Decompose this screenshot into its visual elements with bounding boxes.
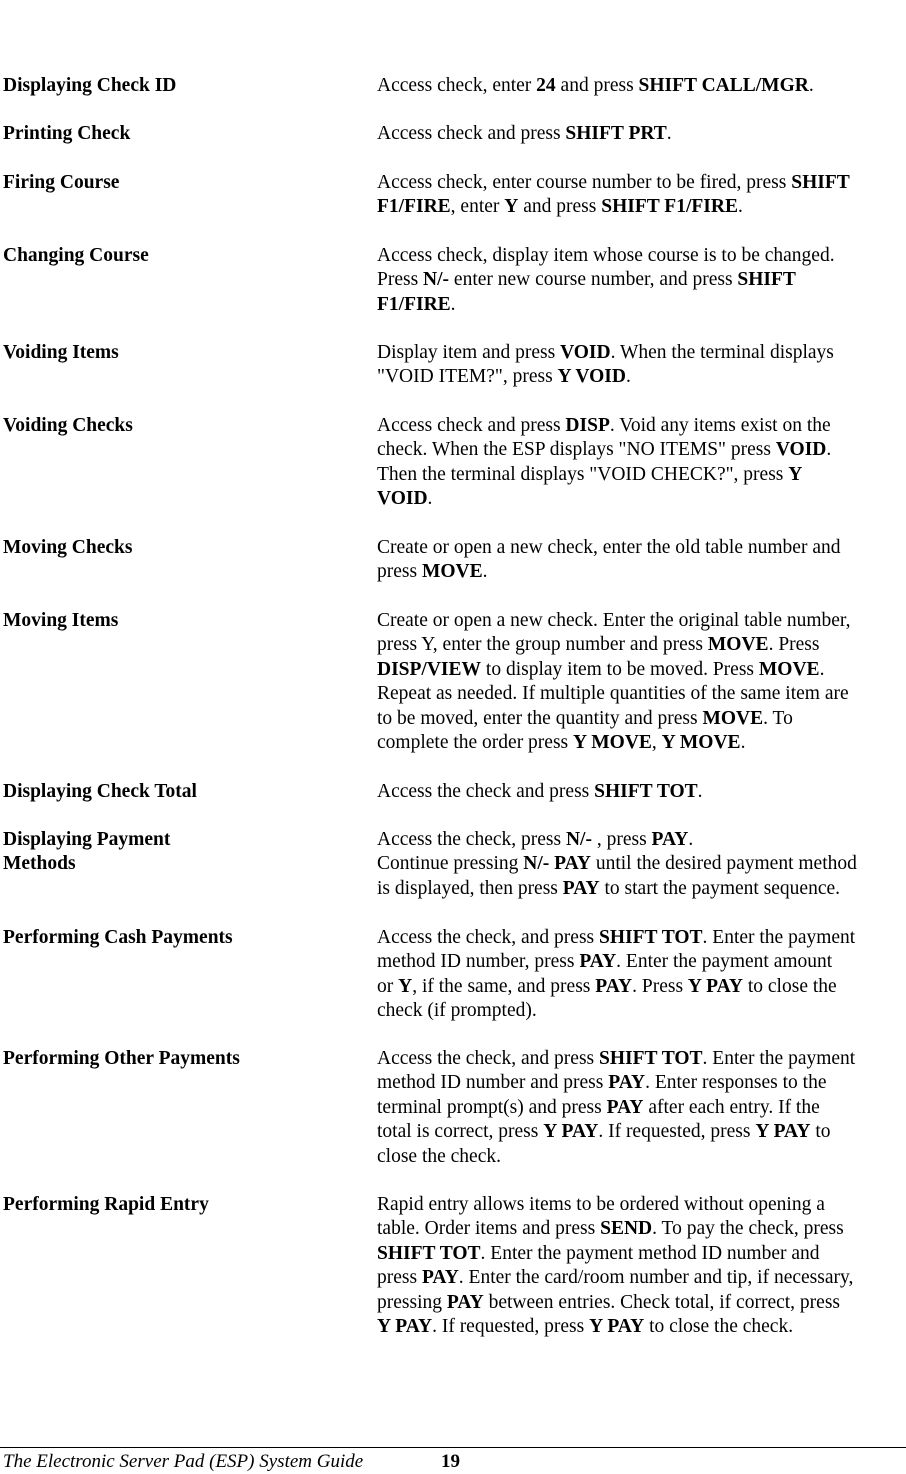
key-command: F1/FIRE	[377, 293, 451, 315]
description-line	[377, 341, 905, 365]
description-line	[377, 707, 905, 731]
text-run: , if the same, and press	[412, 975, 596, 997]
key-command: PAY	[608, 1072, 646, 1094]
key-command: SHIFT F1/FIRE	[601, 196, 738, 218]
text-run: Access the check, and press	[377, 1048, 599, 1069]
text-run: Create or open a new check. Enter the original table number,	[377, 610, 851, 631]
key-command: MOVE	[758, 658, 820, 680]
key-command: Y PAY	[687, 975, 743, 997]
term-label: Displaying Check Total	[3, 781, 197, 802]
text-run: Access the check and press	[377, 781, 595, 802]
term-description	[377, 171, 905, 220]
description-line	[377, 828, 905, 852]
key-command: SEND	[600, 1218, 653, 1240]
key-command: MOVE	[421, 561, 483, 583]
key-command: Y	[398, 975, 413, 997]
term-label: Performing Rapid Entry	[3, 1194, 209, 1215]
text-run: table. Order items and press	[377, 1218, 601, 1240]
text-run: Access check, enter course number to be fired, press	[377, 172, 792, 193]
key-command: VOID	[775, 439, 827, 461]
text-run: .	[666, 123, 672, 144]
text-run: until the desired payment method	[590, 853, 857, 875]
description-line	[377, 852, 905, 876]
description-line	[377, 731, 905, 755]
term-description	[377, 1047, 905, 1169]
text-run: after each entry. If the	[643, 1096, 820, 1118]
text-run: Access check, enter	[377, 75, 537, 96]
page-footer	[0, 1447, 906, 1474]
text-run: to	[810, 1121, 831, 1143]
key-command: Y MOVE	[661, 732, 741, 754]
text-run: ,	[651, 732, 662, 754]
key-command: Y PAY	[377, 1316, 433, 1338]
text-run: method ID number, press	[377, 951, 580, 973]
key-command: PAY	[446, 1291, 484, 1313]
description-line	[377, 1071, 905, 1095]
key-command: N/- PAY	[523, 853, 591, 875]
text-run: Access check and press	[377, 123, 566, 144]
description-line	[377, 658, 905, 682]
term-label: Printing Check	[3, 123, 131, 144]
description-line	[377, 975, 905, 999]
description-line	[377, 560, 905, 584]
term-description	[377, 414, 905, 512]
description-line	[377, 633, 905, 657]
text-run: .	[427, 488, 433, 510]
key-command: N/-	[423, 269, 450, 291]
text-run: . Enter the payment	[702, 1048, 856, 1069]
text-run: Create or open a new check, enter the old table number and	[377, 537, 841, 558]
term-label: Moving Checks	[3, 537, 133, 558]
key-command: DISP	[565, 415, 610, 436]
term-description	[377, 74, 905, 98]
description-line	[377, 1242, 905, 1266]
text-run: Access check, display item whose course is to be changed.	[377, 245, 835, 266]
text-run: press	[377, 561, 422, 583]
key-command: 24	[536, 75, 556, 96]
description-line	[377, 1193, 905, 1217]
text-run: close the check.	[377, 1145, 501, 1167]
text-run: . To	[763, 707, 793, 729]
text-run: . If requested, press	[432, 1316, 590, 1338]
text-run: or	[377, 975, 399, 997]
term-label: Moving Items	[3, 610, 119, 631]
text-run: . If requested, press	[598, 1121, 756, 1143]
key-command: MOVE	[707, 634, 769, 656]
key-command: VOID	[560, 342, 611, 363]
key-command: Y PAY	[543, 1121, 599, 1143]
description-line	[377, 122, 905, 146]
description-line	[377, 1266, 905, 1290]
term-label: Performing Other Payments	[3, 1048, 240, 1069]
description-line	[377, 1096, 905, 1120]
text-run: Access the check, press	[377, 829, 566, 850]
key-command: MOVE	[702, 707, 764, 729]
text-run: .	[688, 829, 694, 850]
description-line	[377, 244, 905, 268]
text-run: . Enter the payment	[702, 927, 856, 948]
description-line	[377, 1315, 905, 1339]
key-command: PAY	[606, 1096, 644, 1118]
key-command: F1/FIRE	[377, 196, 451, 218]
text-run: method ID number and press	[377, 1072, 609, 1094]
text-run: pressing	[377, 1291, 447, 1313]
term-description	[377, 1193, 905, 1339]
key-command: SHIFT TOT	[377, 1242, 481, 1264]
term-label: Firing Course	[3, 172, 120, 193]
text-run: check (if prompted).	[377, 1000, 537, 1022]
text-run: and press	[518, 196, 602, 218]
text-run: to start the payment sequence.	[599, 877, 841, 899]
description-line	[377, 1291, 905, 1315]
text-run: to be moved, enter the quantity and press	[377, 707, 703, 729]
text-run: enter new course number, and press	[449, 269, 738, 291]
text-run: to close the check.	[644, 1316, 794, 1338]
description-line	[377, 926, 905, 950]
text-run: .	[450, 293, 456, 315]
key-command: Y MOVE	[573, 732, 652, 754]
key-command: DISP/VIEW	[377, 658, 482, 680]
key-command: Y	[788, 463, 803, 485]
text-run: . Enter the card/room number and tip, if necessary,	[458, 1267, 854, 1289]
description-line	[377, 463, 905, 487]
footer-title: The Electronic Server Pad (ESP) System Guide	[3, 1451, 364, 1472]
description-line	[377, 195, 905, 219]
text-run: .	[482, 561, 488, 583]
text-run: . Press	[768, 634, 820, 656]
description-line	[377, 780, 905, 804]
text-run: press	[377, 1267, 422, 1289]
description-line	[377, 1120, 905, 1144]
text-run: .	[740, 732, 746, 754]
text-run: . When the terminal displays	[610, 342, 834, 363]
text-run: . Enter the payment method ID number and	[480, 1242, 820, 1264]
description-line	[377, 487, 905, 511]
description-line	[377, 682, 905, 706]
text-run: . To pay the check, press	[652, 1218, 844, 1240]
description-line	[377, 293, 905, 317]
text-run: to display item to be moved. Press	[481, 658, 759, 680]
text-run: . Enter responses to the	[645, 1072, 827, 1094]
text-run: and press	[555, 75, 639, 96]
key-command: PAY	[651, 829, 689, 850]
description-line	[377, 268, 905, 292]
text-run: Rapid entry allows items to be ordered without opening a	[377, 1194, 825, 1215]
term-label: Changing Course	[3, 245, 149, 266]
text-run: . Press	[632, 975, 688, 997]
key-command: SHIFT TOT	[599, 1048, 703, 1069]
description-line	[377, 171, 905, 195]
text-run: .	[625, 366, 631, 388]
text-run: Repeat as needed. If multiple quantities of the same item are	[377, 683, 849, 705]
description-line	[377, 877, 905, 901]
description-line	[377, 74, 905, 98]
key-command: N/-	[565, 829, 592, 850]
text-run: Then the terminal displays "VOID CHECK?", press	[377, 463, 789, 485]
key-command: Y PAY	[755, 1121, 811, 1143]
description-line	[377, 1217, 905, 1241]
key-command: PAY	[579, 951, 617, 973]
text-run: . Enter the payment amount	[616, 951, 833, 973]
key-command: SHIFT	[791, 172, 850, 193]
key-command: Y	[504, 196, 519, 218]
key-command: SHIFT TOT	[594, 781, 698, 802]
term-description	[377, 926, 905, 1024]
term-description	[377, 536, 905, 585]
text-run: is displayed, then press	[377, 877, 563, 899]
term-label: Voiding Items	[3, 342, 119, 363]
term-description	[377, 122, 905, 146]
text-run: complete the order press	[377, 732, 574, 754]
text-run: , enter	[450, 196, 505, 218]
text-run: Continue pressing	[377, 853, 524, 875]
term-description	[377, 341, 905, 390]
text-run: check. When the ESP displays "NO ITEMS" press	[377, 439, 776, 461]
description-line	[377, 438, 905, 462]
term-description	[377, 780, 905, 804]
text-run: to close the	[742, 975, 837, 997]
key-command: PAY	[421, 1267, 459, 1289]
page-number: 19	[441, 1451, 460, 1472]
term-label: Voiding Checks	[3, 415, 133, 436]
description-line	[377, 609, 905, 633]
text-run: . Void any items exist on the	[609, 415, 831, 436]
text-run: press Y, enter the group number and press	[377, 634, 708, 656]
text-run: .	[819, 658, 825, 680]
term-label: Performing Cash Payments	[3, 927, 233, 948]
term-label: Displaying Check ID	[3, 75, 177, 96]
text-run: Press	[377, 269, 424, 291]
key-command: VOID	[377, 488, 428, 510]
text-run: .	[697, 781, 703, 802]
term-label: Displaying Payment Methods	[3, 829, 171, 875]
key-command: SHIFT	[737, 269, 796, 291]
text-run: terminal prompt(s) and press	[377, 1096, 607, 1118]
text-run: total is correct, press	[377, 1121, 544, 1143]
term-description	[377, 828, 905, 901]
key-command: SHIFT CALL/MGR	[638, 75, 809, 96]
key-command: Y PAY	[589, 1316, 645, 1338]
description-line	[377, 1047, 905, 1071]
text-run: between entries. Check total, if correct, press	[483, 1291, 840, 1313]
text-run: Access check and press	[377, 415, 566, 436]
text-run: .	[826, 439, 832, 461]
key-command: PAY	[562, 877, 600, 899]
text-run: .	[808, 75, 814, 96]
key-command: PAY	[595, 975, 633, 997]
description-line	[377, 1145, 905, 1169]
term-description	[377, 244, 905, 317]
description-line	[377, 536, 905, 560]
term-description	[377, 609, 905, 755]
text-run: Display item and press	[377, 342, 561, 363]
key-command: Y VOID	[557, 366, 626, 388]
text-run: Access the check, and press	[377, 927, 599, 948]
description-line	[377, 414, 905, 438]
description-line	[377, 950, 905, 974]
text-run: .	[737, 196, 743, 218]
description-line	[377, 999, 905, 1023]
description-line	[377, 365, 905, 389]
text-run: , press	[591, 829, 652, 850]
text-run: "VOID ITEM?", press	[377, 366, 558, 388]
key-command: SHIFT PRT	[565, 123, 667, 144]
key-command: SHIFT TOT	[599, 927, 703, 948]
